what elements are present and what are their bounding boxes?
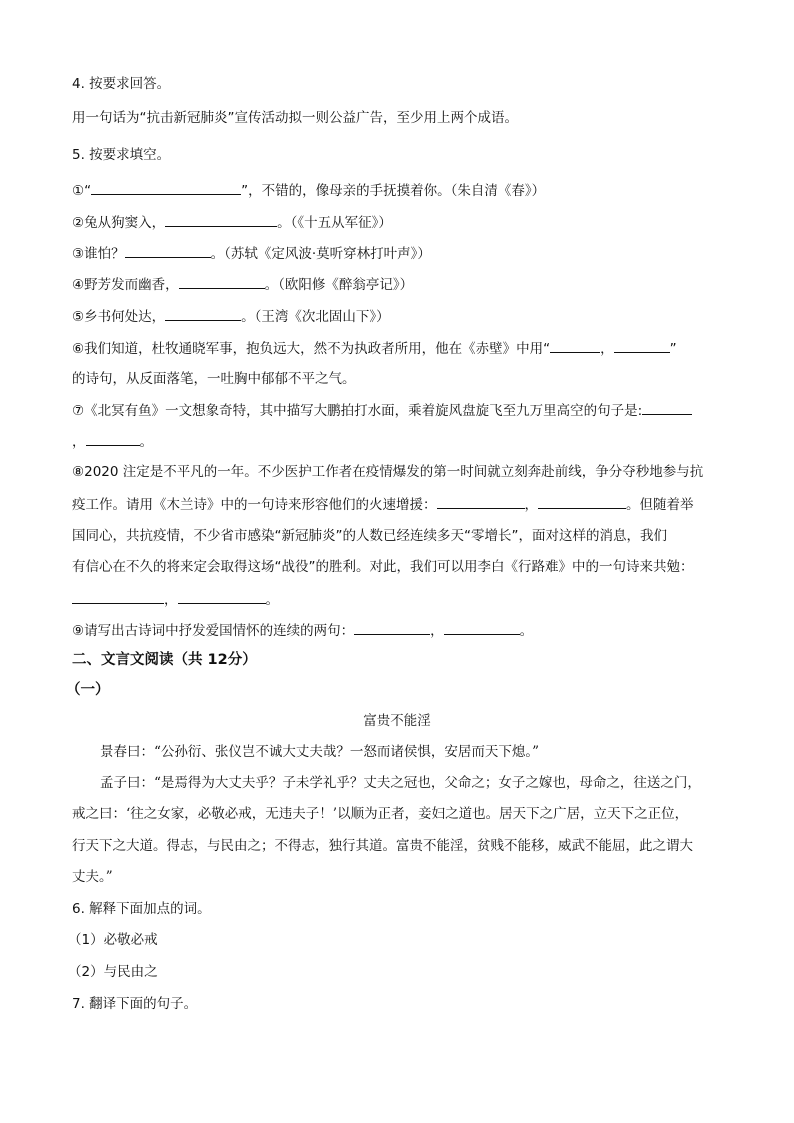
answer-blank[interactable] <box>165 306 241 321</box>
q5-item-8-l5b: ， <box>164 592 178 608</box>
q5-item-5-pre: ⑤乡书何处达， <box>72 309 166 325</box>
q4-title: 4. 按要求回答。 <box>72 76 171 92</box>
q5-item-6-b: ， <box>600 341 614 357</box>
q5-item-7-c: 。 <box>139 434 153 450</box>
q5-item-6-line-1 <box>72 338 677 359</box>
answer-blank[interactable] <box>437 494 525 509</box>
q5-item-8-l2a: 疫工作。请用《木兰诗》中的一句诗来形容他们的火速增援： <box>72 497 437 513</box>
answer-blank[interactable] <box>550 338 600 353</box>
answer-blank[interactable] <box>444 620 520 635</box>
answer-blank[interactable] <box>165 212 277 227</box>
passage-para-2-line-2: 戒之曰：‘往之女家，必敬必戒，无违夫子！’以顺为正者，妾妇之道也。居天下之广居，立天下之正位， <box>72 806 689 822</box>
q5-item-7-a: ⑦《北冥有鱼》一文想象奇特，其中描写大鹏拍打水面，乘着旋风盘旋飞至九万里高空的句子是: <box>72 403 643 419</box>
answer-blank[interactable] <box>354 620 430 635</box>
q5-item-1 <box>72 180 545 201</box>
q7-title: 7. 翻译下面的句子。 <box>72 996 198 1012</box>
q5-item-7-b: ， <box>72 434 86 450</box>
q6-item-2: （2）与民由之 <box>68 964 158 980</box>
q5-item-7-line-2 <box>72 431 153 452</box>
q5-item-6-c: ” <box>669 341 677 357</box>
q6-item-1: （1）必敬必戒 <box>68 932 158 948</box>
q5-item-9-b: ， <box>430 623 444 639</box>
q5-item-9 <box>72 620 533 641</box>
q5-item-9-c: 。 <box>519 623 534 639</box>
q5-item-8-l2c: 。但随着举 <box>626 497 694 513</box>
q4-text: 用一句话为“抗击新冠肺炎”宣传活动拟一则公益广告，至少用上两个成语。 <box>72 110 518 126</box>
q5-item-8-l5c: 。 <box>265 592 279 608</box>
q5-item-8-line-5 <box>72 589 279 610</box>
answer-blank[interactable] <box>72 589 164 604</box>
q5-item-3-pre: ③谁怕？ <box>72 246 125 262</box>
q5-item-5-post: 。（王湾《次北固山下》） <box>241 309 390 325</box>
q5-item-8-line-2 <box>72 494 694 515</box>
q5-title: 5. 按要求填空。 <box>72 147 171 163</box>
q5-item-6-line-2: 的诗句，从反面落笔，一吐胸中郁郁不平之气。 <box>72 371 356 387</box>
passage-para-2-line-4: 丈夫。” <box>72 869 113 885</box>
passage-para-2-line-3: 行天下之大道。得志，与民由之；不得志，独行其道。富贵不能淫，贫贱不能移，威武不能屈，此之谓大 <box>72 838 693 854</box>
q5-item-1-post: ”，不错的，像母亲的手抚摸着你。（朱自清《春》） <box>241 183 546 199</box>
section-2-sub: （一） <box>66 682 110 698</box>
answer-blank[interactable] <box>614 338 670 353</box>
q5-item-8-line-4: 有信心在不久的将来定会取得这场“战役”的胜利。对此，我们可以用李白《行路难》中的一句诗来共勉： <box>72 559 694 575</box>
answer-blank[interactable] <box>86 431 140 446</box>
q5-item-3-post: 。（苏轼《定风波·莫听穿林打叶声》） <box>210 246 431 262</box>
q5-item-2-pre: ②兔从狗窦入， <box>72 215 166 231</box>
q5-item-2-post: 。（《十五从军征》） <box>277 215 392 231</box>
q5-item-2 <box>72 212 392 233</box>
q5-item-4 <box>72 274 413 295</box>
answer-blank[interactable] <box>538 494 626 509</box>
q5-item-3 <box>72 243 431 264</box>
q5-item-8-line-3: 国同心，共抗疫情，不少省市感染“新冠肺炎”的人数已经连续多天“零增长”，面对这样的消息，我们 <box>72 528 667 544</box>
q5-item-8-line-1: ⑧2020 注定是不平凡的一年。不少医护工作者在疫情爆发的第一时间就立刻奔赴前线，争分夺秒地参与抗 <box>72 464 704 480</box>
passage-para-2-line-1: 孟子曰：“是焉得为大丈夫乎？子未学礼乎？丈夫之冠也，父命之；女子之嫁也，母命之，往送之门， <box>100 775 701 791</box>
q5-item-7-line-1 <box>72 400 692 421</box>
q5-item-6-a: ⑥我们知道，杜牧通晓军事，抱负远大，然不为执政者所用，他在《赤壁》中用“ <box>72 341 551 357</box>
q6-title: 6. 解释下面加点的词。 <box>72 901 211 917</box>
q5-item-1-pre: ①“ <box>72 183 92 199</box>
section-2-heading: 二、文言文阅读（共 12分） <box>72 652 257 668</box>
answer-blank[interactable] <box>179 274 265 289</box>
q5-item-9-a: ⑨请写出古诗词中抒发爱国情怀的连续的两句： <box>72 623 355 639</box>
q5-item-8-l2b: ， <box>524 497 538 513</box>
answer-blank[interactable] <box>125 243 211 258</box>
answer-blank[interactable] <box>642 400 692 415</box>
q5-item-4-post: 。（欧阳修《醉翁亭记》） <box>264 277 414 293</box>
q5-item-5 <box>72 306 390 327</box>
passage-para-1: 景春曰：“公孙衍、张仪岂不诚大丈夫哉？一怒而诸侯惧，安居而天下熄。” <box>100 744 540 760</box>
passage-title: 富贵不能淫 <box>363 713 431 729</box>
answer-blank[interactable] <box>91 180 241 195</box>
q5-item-4-pre: ④野芳发而幽香， <box>72 277 179 293</box>
answer-blank[interactable] <box>178 589 266 604</box>
